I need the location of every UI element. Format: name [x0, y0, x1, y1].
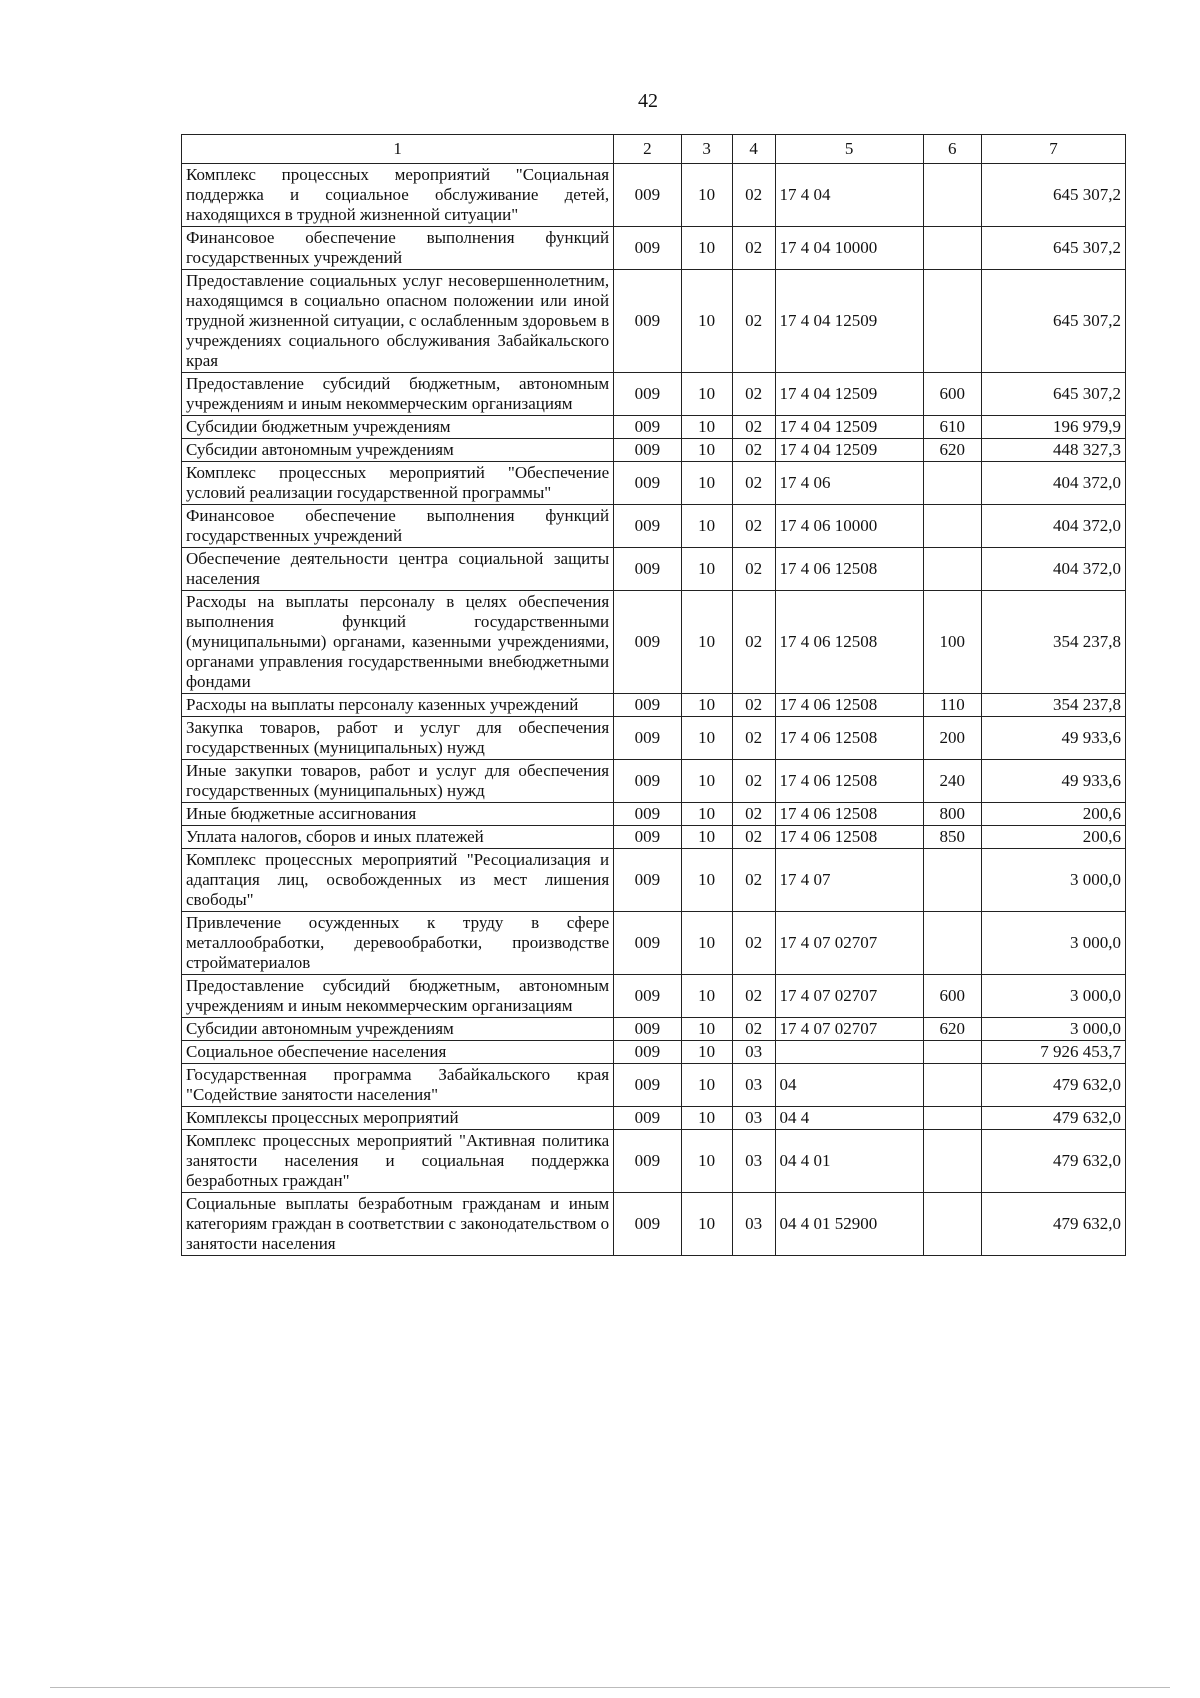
row-subsection-cell: 02	[732, 227, 775, 270]
table-row	[182, 164, 1126, 227]
row-grbs-cell: 009	[614, 439, 681, 462]
row-expense-type-cell	[923, 164, 981, 227]
header-cell: 5	[775, 135, 923, 164]
row-section-cell: 10	[681, 270, 732, 373]
row-grbs-cell: 009	[614, 1107, 681, 1130]
row-section-cell: 10	[681, 1018, 732, 1041]
row-target-article-cell: 17 4 06 12508	[775, 717, 923, 760]
row-section-cell: 10	[681, 439, 732, 462]
row-amount-cell: 3 000,0	[981, 1018, 1125, 1041]
row-name-cell: Привлечение осужденных к труду в сфере металлообработки, деревообработки, производстве стройматериалов	[182, 912, 614, 975]
row-grbs-cell: 009	[614, 694, 681, 717]
row-amount-cell: 404 372,0	[981, 548, 1125, 591]
row-amount-cell: 479 632,0	[981, 1107, 1125, 1130]
row-target-article-cell: 17 4 06 12508	[775, 548, 923, 591]
table-row	[182, 462, 1126, 505]
row-expense-type-cell	[923, 1193, 981, 1256]
page-edge-line	[50, 1687, 1170, 1688]
table-row	[182, 591, 1126, 694]
row-expense-type-cell: 620	[923, 1018, 981, 1041]
row-section-cell: 10	[681, 826, 732, 849]
header-cell: 2	[614, 135, 681, 164]
table-row	[182, 270, 1126, 373]
row-grbs-cell: 009	[614, 164, 681, 227]
row-expense-type-cell	[923, 849, 981, 912]
row-grbs-cell: 009	[614, 270, 681, 373]
row-target-article-cell: 17 4 06 12508	[775, 826, 923, 849]
table-row	[182, 416, 1126, 439]
table-row	[182, 975, 1126, 1018]
row-grbs-cell: 009	[614, 760, 681, 803]
table-row	[182, 1018, 1126, 1041]
row-expense-type-cell: 600	[923, 373, 981, 416]
row-expense-type-cell: 110	[923, 694, 981, 717]
row-amount-cell: 49 933,6	[981, 717, 1125, 760]
row-amount-cell: 354 237,8	[981, 694, 1125, 717]
header-cell: 3	[681, 135, 732, 164]
row-grbs-cell: 009	[614, 227, 681, 270]
row-subsection-cell: 02	[732, 462, 775, 505]
row-subsection-cell: 02	[732, 975, 775, 1018]
header-cell: 4	[732, 135, 775, 164]
row-expense-type-cell: 200	[923, 717, 981, 760]
row-grbs-cell: 009	[614, 826, 681, 849]
table-row	[182, 1193, 1126, 1256]
page-number: 42	[638, 90, 658, 112]
row-section-cell: 10	[681, 803, 732, 826]
header-cell: 6	[923, 135, 981, 164]
row-subsection-cell: 02	[732, 1018, 775, 1041]
row-target-article-cell: 17 4 06 12508	[775, 591, 923, 694]
row-target-article-cell: 17 4 06 12508	[775, 803, 923, 826]
row-section-cell: 10	[681, 717, 732, 760]
table-row	[182, 548, 1126, 591]
row-grbs-cell: 009	[614, 548, 681, 591]
row-target-article-cell: 17 4 04	[775, 164, 923, 227]
row-target-article-cell: 17 4 06 10000	[775, 505, 923, 548]
row-name-cell: Финансовое обеспечение выполнения функций государственных учреждений	[182, 227, 614, 270]
budget-table	[181, 134, 1126, 1256]
row-subsection-cell: 02	[732, 505, 775, 548]
row-section-cell: 10	[681, 1193, 732, 1256]
row-name-cell: Субсидии бюджетным учреждениям	[182, 416, 614, 439]
row-name-cell: Комплексы процессных мероприятий	[182, 1107, 614, 1130]
row-expense-type-cell	[923, 227, 981, 270]
row-amount-cell: 645 307,2	[981, 227, 1125, 270]
row-grbs-cell: 009	[614, 1130, 681, 1193]
row-target-article-cell: 04 4 01	[775, 1130, 923, 1193]
table-row	[182, 227, 1126, 270]
row-grbs-cell: 009	[614, 803, 681, 826]
table-row	[182, 760, 1126, 803]
row-amount-cell: 448 327,3	[981, 439, 1125, 462]
row-name-cell: Государственная программа Забайкальского края "Содействие занятости населения"	[182, 1064, 614, 1107]
row-grbs-cell: 009	[614, 416, 681, 439]
row-target-article-cell: 17 4 04 12509	[775, 270, 923, 373]
row-amount-cell: 645 307,2	[981, 164, 1125, 227]
row-amount-cell: 404 372,0	[981, 505, 1125, 548]
table-row	[182, 826, 1126, 849]
row-expense-type-cell	[923, 1107, 981, 1130]
header-row	[182, 135, 1126, 164]
row-amount-cell: 645 307,2	[981, 373, 1125, 416]
row-expense-type-cell	[923, 270, 981, 373]
row-name-cell: Закупка товаров, работ и услуг для обеспечения государственных (муниципальных) нужд	[182, 717, 614, 760]
row-section-cell: 10	[681, 548, 732, 591]
row-name-cell: Социальные выплаты безработным гражданам и иным категориям граждан в соответствии с законодательством о занятости населения	[182, 1193, 614, 1256]
row-name-cell: Комплекс процессных мероприятий "Ресоциализация и адаптация лиц, освобожденных из мест лишения свободы"	[182, 849, 614, 912]
row-section-cell: 10	[681, 1041, 732, 1064]
row-grbs-cell: 009	[614, 462, 681, 505]
row-grbs-cell: 009	[614, 975, 681, 1018]
row-grbs-cell: 009	[614, 1018, 681, 1041]
row-subsection-cell: 02	[732, 760, 775, 803]
row-name-cell: Финансовое обеспечение выполнения функций государственных учреждений	[182, 505, 614, 548]
row-section-cell: 10	[681, 591, 732, 694]
row-amount-cell: 200,6	[981, 803, 1125, 826]
row-grbs-cell: 009	[614, 505, 681, 548]
row-expense-type-cell	[923, 548, 981, 591]
row-section-cell: 10	[681, 760, 732, 803]
row-expense-type-cell	[923, 912, 981, 975]
table-row	[182, 912, 1126, 975]
row-subsection-cell: 03	[732, 1193, 775, 1256]
row-expense-type-cell: 610	[923, 416, 981, 439]
row-target-article-cell: 17 4 06	[775, 462, 923, 505]
row-subsection-cell: 02	[732, 270, 775, 373]
row-section-cell: 10	[681, 849, 732, 912]
row-expense-type-cell: 100	[923, 591, 981, 694]
row-expense-type-cell: 800	[923, 803, 981, 826]
row-name-cell: Социальное обеспечение населения	[182, 1041, 614, 1064]
row-amount-cell: 645 307,2	[981, 270, 1125, 373]
row-expense-type-cell	[923, 1041, 981, 1064]
row-expense-type-cell: 600	[923, 975, 981, 1018]
row-amount-cell: 479 632,0	[981, 1064, 1125, 1107]
row-subsection-cell: 02	[732, 439, 775, 462]
table-row	[182, 717, 1126, 760]
row-amount-cell: 479 632,0	[981, 1130, 1125, 1193]
row-subsection-cell: 03	[732, 1107, 775, 1130]
row-target-article-cell: 04 4 01 52900	[775, 1193, 923, 1256]
row-grbs-cell: 009	[614, 1041, 681, 1064]
row-target-article-cell: 17 4 07 02707	[775, 912, 923, 975]
row-subsection-cell: 02	[732, 694, 775, 717]
row-name-cell: Уплата налогов, сборов и иных платежей	[182, 826, 614, 849]
row-subsection-cell: 02	[732, 548, 775, 591]
row-subsection-cell: 03	[732, 1064, 775, 1107]
row-grbs-cell: 009	[614, 849, 681, 912]
table-row	[182, 1107, 1126, 1130]
row-amount-cell: 479 632,0	[981, 1193, 1125, 1256]
row-expense-type-cell: 620	[923, 439, 981, 462]
row-expense-type-cell	[923, 1130, 981, 1193]
row-amount-cell: 7 926 453,7	[981, 1041, 1125, 1064]
row-expense-type-cell	[923, 1064, 981, 1107]
table-row	[182, 1130, 1126, 1193]
row-target-article-cell: 17 4 04 12509	[775, 373, 923, 416]
row-subsection-cell: 02	[732, 849, 775, 912]
row-subsection-cell: 02	[732, 912, 775, 975]
row-grbs-cell: 009	[614, 1193, 681, 1256]
table-row	[182, 1041, 1126, 1064]
row-expense-type-cell	[923, 462, 981, 505]
row-name-cell: Субсидии автономным учреждениям	[182, 439, 614, 462]
table-row	[182, 439, 1126, 462]
row-target-article-cell: 17 4 07 02707	[775, 975, 923, 1018]
row-subsection-cell: 02	[732, 803, 775, 826]
row-name-cell: Иные закупки товаров, работ и услуг для обеспечения государственных (муниципальных) нужд	[182, 760, 614, 803]
row-target-article-cell	[775, 1041, 923, 1064]
row-amount-cell: 196 979,9	[981, 416, 1125, 439]
row-grbs-cell: 009	[614, 1064, 681, 1107]
row-name-cell: Предоставление субсидий бюджетным, автономным учреждениям и иным некоммерческим организациям	[182, 975, 614, 1018]
row-target-article-cell: 17 4 07 02707	[775, 1018, 923, 1041]
row-name-cell: Расходы на выплаты персоналу казенных учреждений	[182, 694, 614, 717]
row-target-article-cell: 17 4 06 12508	[775, 694, 923, 717]
row-section-cell: 10	[681, 912, 732, 975]
row-name-cell: Расходы на выплаты персоналу в целях обеспечения выполнения функций государственными (муниципальными) органами, казенными учреждениями, органами управления государственными внебюджетными фондами	[182, 591, 614, 694]
row-subsection-cell: 02	[732, 164, 775, 227]
row-section-cell: 10	[681, 694, 732, 717]
row-grbs-cell: 009	[614, 373, 681, 416]
row-amount-cell: 3 000,0	[981, 912, 1125, 975]
row-amount-cell: 404 372,0	[981, 462, 1125, 505]
row-subsection-cell: 03	[732, 1130, 775, 1193]
row-subsection-cell: 02	[732, 591, 775, 694]
header-cell: 1	[182, 135, 614, 164]
row-subsection-cell: 02	[732, 416, 775, 439]
row-amount-cell: 49 933,6	[981, 760, 1125, 803]
row-grbs-cell: 009	[614, 717, 681, 760]
row-section-cell: 10	[681, 975, 732, 1018]
row-target-article-cell: 17 4 04 12509	[775, 439, 923, 462]
row-target-article-cell: 17 4 04 10000	[775, 227, 923, 270]
row-target-article-cell: 17 4 07	[775, 849, 923, 912]
row-name-cell: Комплекс процессных мероприятий "Обеспечение условий реализации государственной программы"	[182, 462, 614, 505]
row-subsection-cell: 03	[732, 1041, 775, 1064]
row-section-cell: 10	[681, 505, 732, 548]
row-target-article-cell: 04	[775, 1064, 923, 1107]
row-amount-cell: 354 237,8	[981, 591, 1125, 694]
table-row	[182, 505, 1126, 548]
row-section-cell: 10	[681, 164, 732, 227]
row-target-article-cell: 04 4	[775, 1107, 923, 1130]
row-subsection-cell: 02	[732, 373, 775, 416]
row-name-cell: Предоставление субсидий бюджетным, автономным учреждениям и иным некоммерческим организациям	[182, 373, 614, 416]
row-subsection-cell: 02	[732, 717, 775, 760]
row-expense-type-cell: 240	[923, 760, 981, 803]
row-target-article-cell: 17 4 06 12508	[775, 760, 923, 803]
table-row	[182, 849, 1126, 912]
table-row	[182, 1064, 1126, 1107]
row-name-cell: Комплекс процессных мероприятий "Активная политика занятости населения и социальная поддержка безработных граждан"	[182, 1130, 614, 1193]
row-grbs-cell: 009	[614, 591, 681, 694]
row-name-cell: Предоставление социальных услуг несовершеннолетним, находящимся в социально опасном положении или иной трудной жизненной ситуации, с ослабленным здоровьем в учреждениях социального обслуживания Забайкальского края	[182, 270, 614, 373]
row-target-article-cell: 17 4 04 12509	[775, 416, 923, 439]
header-cell: 7	[981, 135, 1125, 164]
row-section-cell: 10	[681, 1107, 732, 1130]
row-amount-cell: 200,6	[981, 826, 1125, 849]
row-name-cell: Иные бюджетные ассигнования	[182, 803, 614, 826]
row-section-cell: 10	[681, 227, 732, 270]
row-name-cell: Обеспечение деятельности центра социальной защиты населения	[182, 548, 614, 591]
row-grbs-cell: 009	[614, 912, 681, 975]
row-subsection-cell: 02	[732, 826, 775, 849]
table-row	[182, 803, 1126, 826]
row-amount-cell: 3 000,0	[981, 975, 1125, 1018]
row-section-cell: 10	[681, 1130, 732, 1193]
row-name-cell: Субсидии автономным учреждениям	[182, 1018, 614, 1041]
row-expense-type-cell: 850	[923, 826, 981, 849]
row-name-cell: Комплекс процессных мероприятий "Социальная поддержка и социальное обслуживание детей, находящихся в трудной жизненной ситуации"	[182, 164, 614, 227]
row-section-cell: 10	[681, 1064, 732, 1107]
row-expense-type-cell	[923, 505, 981, 548]
table-row	[182, 373, 1126, 416]
row-section-cell: 10	[681, 462, 732, 505]
row-amount-cell: 3 000,0	[981, 849, 1125, 912]
table-row	[182, 694, 1126, 717]
row-section-cell: 10	[681, 416, 732, 439]
row-section-cell: 10	[681, 373, 732, 416]
